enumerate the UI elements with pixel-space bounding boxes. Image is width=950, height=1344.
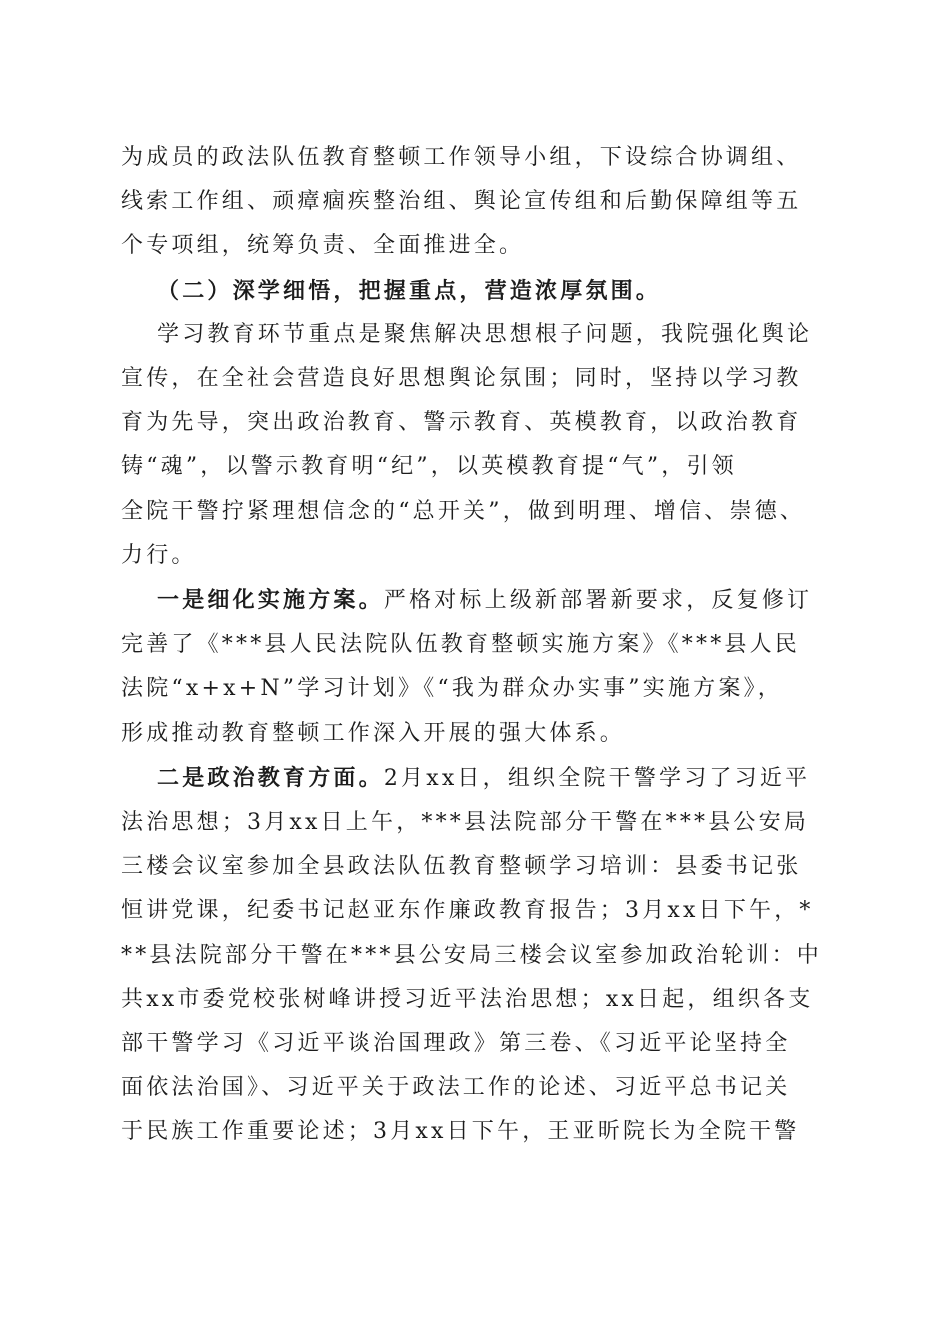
paragraph-lead: 二是政治教育方面。 [157,764,384,791]
text-line: 面依法治国》、习近平关于政法工作的论述、习近平总书记关 [121,1075,791,1101]
section-subheading [121,269,831,313]
text-line: 完善了《***县人民法院队伍教育整顿实施方案》《***县人民 [121,632,801,658]
text-line: 法院“x+x+N”学习计划》《“我为群众办实事”实施方案》， [121,676,783,702]
text-line: 育为先导，突出政治教育、警示教育、英模教育，以政治教育 [121,410,802,436]
text-line: 于民族工作重要论述；3月xx日下午，王亚昕院长为全院干警 [121,1119,800,1145]
paragraph-implementation-plan [121,578,831,756]
text-line: 学习教育环节重点是聚焦解决思想根子问题，我院强化舆论 [157,321,813,347]
text-line: 部干警学习《习近平谈治国理政》第三卷、《习近平论坚持全 [121,1031,791,1057]
text-line: 三楼会议室参加全县政法队伍教育整顿学习培训：县委书记张 [121,854,802,880]
text-line: 法治思想；3月xx日上午，***县法院部分干警在***县公安局 [121,810,810,836]
text-line: 个专项组，统筹负责、全面推进全。 [121,233,525,259]
text-line: 恒讲党课，纪委书记赵亚东作廉政教育报告；3月xx日下午，* [121,898,814,924]
paragraph-study-education [121,313,831,578]
text-line: 共xx市委党校张树峰讲授习近平法治思想；xx日起，组织各支 [121,986,814,1012]
document-body [121,136,831,1155]
text-line: 全院干警拧紧理想信念的“总开关”，做到明理、增信、崇德、 [121,498,806,524]
text-line: 形成推动教育整顿工作深入开展的强大体系。 [121,720,626,746]
text-line: 宣传，在全社会营造良好思想舆论氛围；同时，坚持以学习教 [121,366,802,392]
text-line: 力行。 [121,542,197,568]
text-line: 线索工作组、顽瘴痼疾整治组、舆论宣传组和后勤保障组等五 [121,189,802,215]
text-line: **县法院部分干警在***县公安局三楼会议室参加政治轮训：中 [121,942,823,968]
paragraph-lead: 一是细化实施方案。 [157,587,384,614]
text-line: 铸“魂”，以警示教育明“纪”，以英模教育提“气”，引领 [121,454,737,480]
subheading-text: （二）深学细悟，把握重点，营造浓厚氛围。 [157,277,662,304]
paragraph-leading-group [121,136,831,269]
text-line: 2月xx日，组织全院干警学习了习近平 [383,765,811,791]
text-line: 严格对标上级新部署新要求，反复修订 [383,588,813,614]
text-line: 为成员的政法队伍教育整顿工作领导小组，下设综合协调组、 [121,145,802,170]
paragraph-political-education [121,756,831,1155]
